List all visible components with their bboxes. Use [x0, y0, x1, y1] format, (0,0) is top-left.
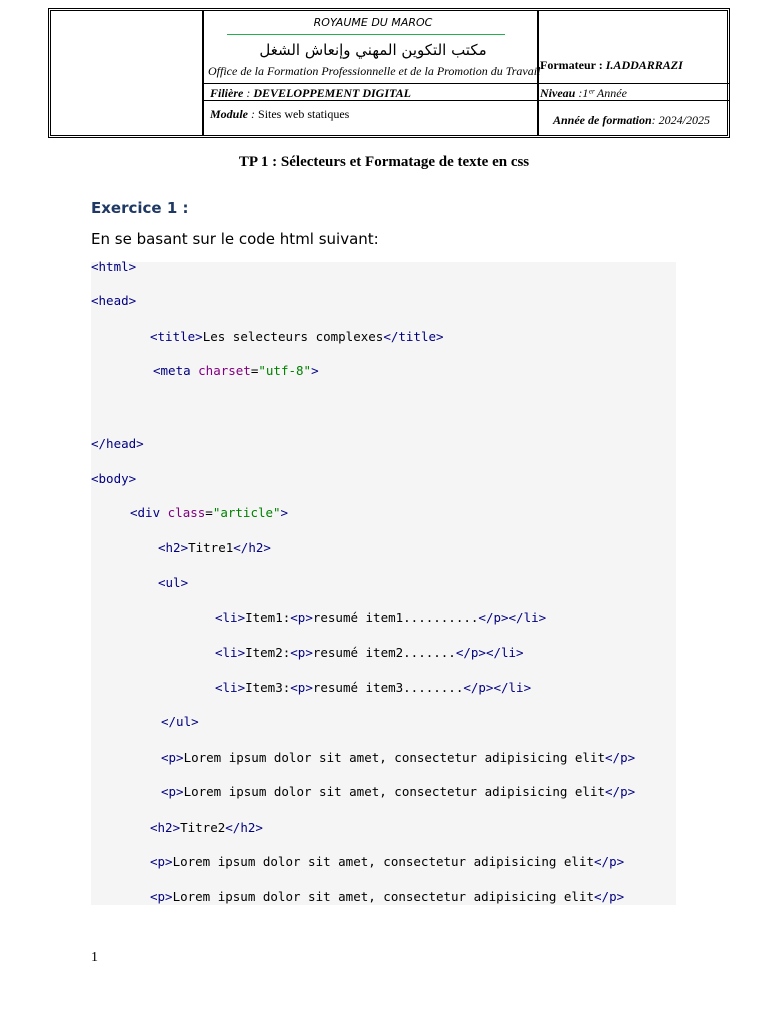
module-field: Module : Sites web statiques [210, 107, 350, 121]
code-line [158, 575, 188, 590]
annee-field [553, 113, 710, 128]
document-header-table [48, 8, 730, 138]
code-token: > [311, 363, 319, 378]
code-line [130, 505, 288, 520]
code-line [91, 293, 136, 308]
page-number: 1 [91, 950, 98, 965]
niveau-value: :1ᵉʳ Année [578, 86, 627, 100]
formateur-field [540, 58, 728, 73]
arabic-institution-name: مكتب التكوين المهني وإنعاش الشغل [259, 41, 487, 59]
code-token: </li> [485, 645, 524, 660]
code-token: <li> [215, 680, 246, 695]
code-line [161, 750, 635, 765]
code-token: Lorem ipsum dolor sit amet, consectetur adipisicing elit [183, 784, 606, 799]
code-token: <p> [290, 680, 313, 695]
annee-value: : 2024/2025 [651, 113, 711, 127]
formateur-label: Formateur : [540, 58, 603, 72]
niveau-label: Niveau [540, 86, 576, 100]
code-line [150, 854, 624, 869]
code-token: </li> [508, 610, 547, 625]
code-token: Les selecteurs complexes [202, 329, 384, 344]
code-token: <h2> [158, 540, 189, 555]
code-token: </title> [383, 329, 444, 344]
code-line [153, 363, 319, 378]
code-token: </p> [594, 854, 625, 869]
code-token: = [205, 505, 213, 520]
code-token: </p> [605, 750, 636, 765]
code-line [215, 645, 524, 660]
code-token: <li> [215, 645, 246, 660]
code-token: <title> [150, 329, 203, 344]
page-title: TP 1 : Sélecteurs et Formatage de texte en css [238, 154, 530, 170]
code-token: Item2: [245, 645, 291, 660]
code-token: Item3: [245, 680, 291, 695]
code-token: Lorem ipsum dolor sit amet, consectetur adipisicing elit [172, 889, 595, 904]
office-name: Office de la Formation Professionnelle et de la Promotion du Travail [208, 64, 541, 78]
module-value: Sites web statiques [258, 107, 350, 121]
table-divider [202, 11, 204, 135]
code-token: charset [198, 363, 251, 378]
code-token: <p> [161, 750, 184, 765]
code-token: </h2> [233, 540, 271, 555]
code-token: <div [130, 505, 168, 520]
code-token: Lorem ipsum dolor sit amet, consectetur adipisicing elit [183, 750, 606, 765]
exercise-heading: Exercice 1 : [91, 199, 189, 217]
code-token: </p> [594, 889, 625, 904]
code-line [215, 680, 531, 695]
code-token: </p> [463, 680, 494, 695]
code-token: </li> [493, 680, 532, 695]
royaume-label: ROYAUME DU MAROC [313, 16, 433, 29]
code-line [150, 889, 624, 904]
code-token: resumé item3........ [312, 680, 464, 695]
niveau-field [540, 86, 627, 101]
code-token: <p> [290, 610, 313, 625]
code-token: <li> [215, 610, 246, 625]
code-token: <meta [153, 363, 199, 378]
code-token: </p> [455, 645, 486, 660]
code-token: <head> [91, 293, 137, 308]
code-token: </head> [91, 436, 144, 451]
code-token: "article" [212, 505, 281, 520]
code-line [158, 540, 271, 555]
code-token: resumé item1.......... [312, 610, 479, 625]
code-token: resumé item2....... [312, 645, 456, 660]
code-token: class [167, 505, 206, 520]
code-line [91, 436, 144, 451]
code-token: Titre1 [188, 540, 234, 555]
code-token: <p> [161, 784, 184, 799]
filiere-value: DEVELOPPEMENT DIGITAL [253, 86, 412, 100]
code-token: <p> [150, 854, 173, 869]
code-token: = [250, 363, 259, 378]
code-token: </p> [478, 610, 509, 625]
code-token: <p> [290, 645, 313, 660]
code-token: </h2> [225, 820, 263, 835]
code-line [161, 714, 199, 729]
code-token: Titre2 [180, 820, 226, 835]
code-token: "utf-8" [258, 363, 312, 378]
table-rule [202, 83, 730, 84]
green-underline [227, 34, 505, 35]
code-token: </ul> [161, 714, 199, 729]
code-token: <body> [91, 471, 137, 486]
code-line [91, 471, 136, 486]
code-token: Item1: [245, 610, 291, 625]
code-token: > [280, 505, 289, 520]
annee-label: Année de formation [553, 113, 652, 127]
code-token: Lorem ipsum dolor sit amet, consectetur adipisicing elit [172, 854, 595, 869]
filiere-label: Filière [210, 86, 244, 100]
code-token: </p> [605, 784, 636, 799]
code-token: <h2> [150, 820, 181, 835]
code-line [150, 820, 263, 835]
module-label: Module [210, 107, 249, 121]
code-line [150, 329, 444, 344]
code-line [215, 610, 546, 625]
code-token: <p> [150, 889, 173, 904]
filiere-field: Filière : DEVELOPPEMENT DIGITAL [210, 86, 412, 100]
code-token: <ul> [158, 575, 189, 590]
intro-text: En se basant sur le code html suivant: [91, 230, 379, 248]
code-line [91, 259, 136, 274]
code-token: <html> [91, 259, 137, 274]
code-line [161, 784, 635, 799]
formateur-name: I.ADDARRAZI [605, 58, 683, 72]
